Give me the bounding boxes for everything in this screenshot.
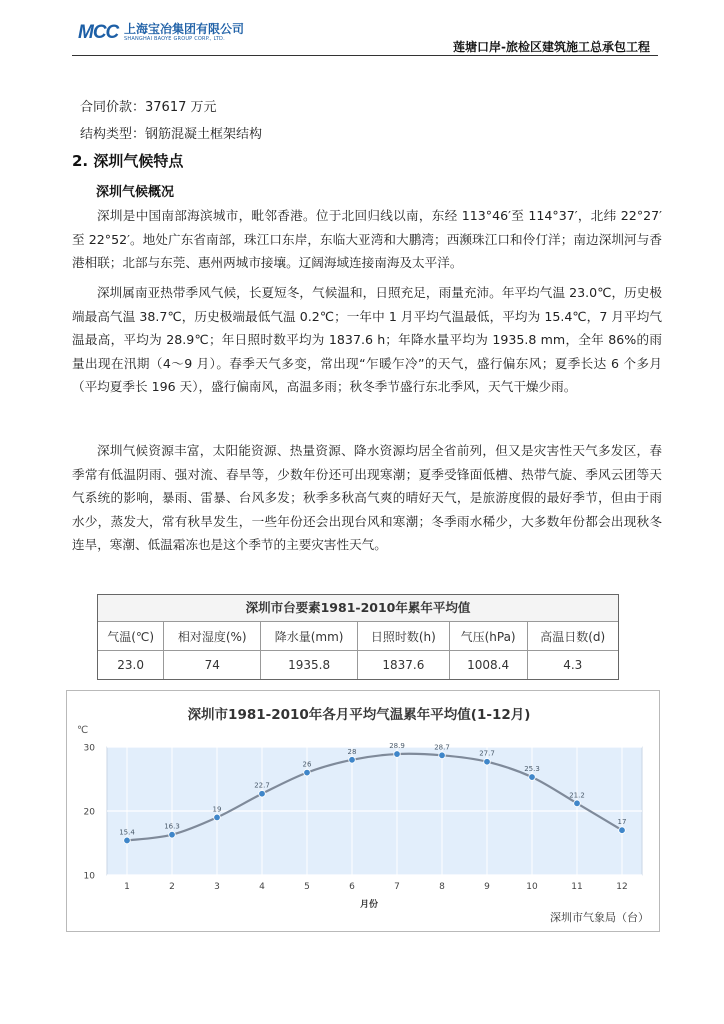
summary-table: [98, 622, 618, 679]
data-label: 28: [347, 747, 357, 756]
data-label: 27.7: [479, 749, 495, 758]
page-header: [0, 0, 724, 60]
x-tick-label: 11: [571, 882, 583, 892]
x-tick-label: 10: [526, 882, 538, 892]
section-heading: 2. 深圳气候特点: [72, 152, 184, 170]
table-header-cell: 气温(℃): [98, 622, 164, 651]
table-cell: 4.3: [563, 658, 583, 672]
x-tick-label: 3: [214, 882, 220, 892]
data-point: [304, 769, 311, 776]
x-tick-label: 4: [259, 882, 265, 892]
structure-type: 结构类型：钢筋混凝土框架结构: [80, 127, 263, 142]
data-point: [214, 814, 221, 821]
x-tick-label: 1: [124, 882, 130, 892]
table-header-cell: 日照时数(h): [358, 622, 450, 651]
y-tick-label: 10: [83, 871, 95, 882]
y-axis-label: ℃: [77, 725, 89, 736]
y-tick-label: 20: [83, 807, 95, 818]
x-axis-label: 月份: [359, 900, 379, 910]
table-header-row: [98, 622, 618, 651]
paragraph-resources: 深圳气候资源丰富，太阳能资源、热量资源、降水资源均居全省前列，但又是灾害性天气多发区，春季常有低温阴雨、强对流、春旱等，少数年份还可出现寒潮；夏季受锋面低槽、热带气旋、季风云团等天气系统的影响，暴雨、雷暴、台风多发；秋季多秋高气爽的晴好天气，是旅游度假的最好季节，但由于雨水少，蒸发大，常有秋旱发生，一些年份还会出现台风和寒潮；冬季雨水稀少，大多数年份都会出现秋冬连旱，寒潮、低温霜冻也是这个季节的主要灾害性天气。: [72, 443, 662, 552]
paragraph-location: 深圳是中国南部海滨城市，毗邻香港。位于北回归线以南，东经 113°46′至 114°37′，北纬 22°27′至 22°52′。地处广东省南部，珠江口东岸，东临大亚湾和大鹏湾；西濒珠江口和伶仃洋；南边深圳河与香港相联；北部与东莞、惠州两城市接壤。辽阔海域连接南海及太平洋。: [72, 208, 662, 270]
data-point: [574, 800, 581, 807]
table-header-cell: 相对湿度(%): [164, 622, 261, 651]
contract-price: 合同价款：37617 万元: [80, 100, 217, 115]
data-label: 25.3: [524, 765, 540, 774]
summary-table-box: [97, 594, 619, 680]
project-title: 莲塘口岸-旅检区建筑施工总承包工程: [453, 40, 650, 54]
table-cell: 1935.8: [261, 651, 358, 680]
section-subheading: 深圳气候概况: [96, 185, 175, 200]
header-divider: [72, 55, 658, 56]
x-tick-label: 8: [439, 882, 445, 892]
data-point: [619, 827, 626, 834]
data-label: 22.7: [254, 781, 270, 790]
x-tick-label: 12: [616, 882, 628, 892]
table-row: [98, 651, 618, 680]
table-header-cell: 高温日数(d): [527, 622, 618, 651]
temperature-chart: [66, 690, 660, 932]
data-point: [484, 758, 491, 765]
table-cell: 1008.4: [449, 651, 527, 680]
data-label: 28.7: [434, 743, 450, 752]
data-label: 15.4: [119, 828, 135, 837]
company-name-en: SHANGHAI BAOYE GROUP CORP., LTD.: [124, 36, 225, 42]
data-label: 28.9: [389, 742, 405, 751]
y-tick-label: 30: [83, 743, 95, 754]
data-point: [169, 831, 176, 838]
x-tick-label: 2: [169, 882, 175, 892]
summary-table-title: 深圳市台要素1981-2010年累年平均值: [98, 595, 618, 622]
data-point: [529, 774, 536, 781]
chart-canvas: [67, 691, 659, 931]
table-header-cell: 降水量(mm): [261, 622, 358, 651]
table-cell: 74: [164, 651, 261, 680]
table-header-cell: 气压(hPa): [449, 622, 527, 651]
chart-source: 深圳市气象局（台）: [550, 911, 649, 924]
x-tick-label: 7: [394, 882, 400, 892]
data-label: 16.3: [164, 822, 180, 831]
logo-mark: MCC: [78, 22, 119, 43]
data-point: [259, 790, 266, 797]
x-tick-label: 5: [304, 882, 310, 892]
table-cell: 23.0: [98, 651, 164, 680]
data-label: 19: [212, 805, 222, 814]
data-point: [124, 837, 131, 844]
data-label: 21.2: [569, 791, 585, 800]
data-point: [439, 752, 446, 759]
x-tick-label: 9: [484, 882, 490, 892]
paragraph-climate: 深圳属南亚热带季风气候，长夏短冬，气候温和，日照充足，雨量充沛。年平均气温 23.0℃，历史极端最高气温 38.7℃，历史极端最低气温 0.2℃；一年中 1 月平均气温最低，平均为 15.4℃，7 月平均气温最高，平均为 28.9℃；年日照时数平均为 1837.6 h；年降水量平均为 1935.8 mm，全年 86%的雨量出现在汛期（4～9 月）。春季天气多变，常出现“乍暖乍冷”的天气，盛行偏东风；夏季长达 6 个多月（平均夏季长 196 天），盛行偏南风，高温多雨；秋冬季节盛行东北季风，天气干燥少雨。: [72, 285, 662, 394]
chart-title: 深圳市1981-2010年各月平均气温累年平均值(1-12月): [187, 707, 531, 723]
company-name-cn: 上海宝冶集团有限公司: [124, 22, 245, 36]
x-tick-label: 6: [349, 882, 355, 892]
table-cell: 1837.6: [358, 651, 450, 680]
data-label: 17: [617, 818, 627, 827]
data-point: [394, 751, 401, 758]
data-point: [349, 757, 356, 764]
data-label: 26: [302, 760, 312, 769]
